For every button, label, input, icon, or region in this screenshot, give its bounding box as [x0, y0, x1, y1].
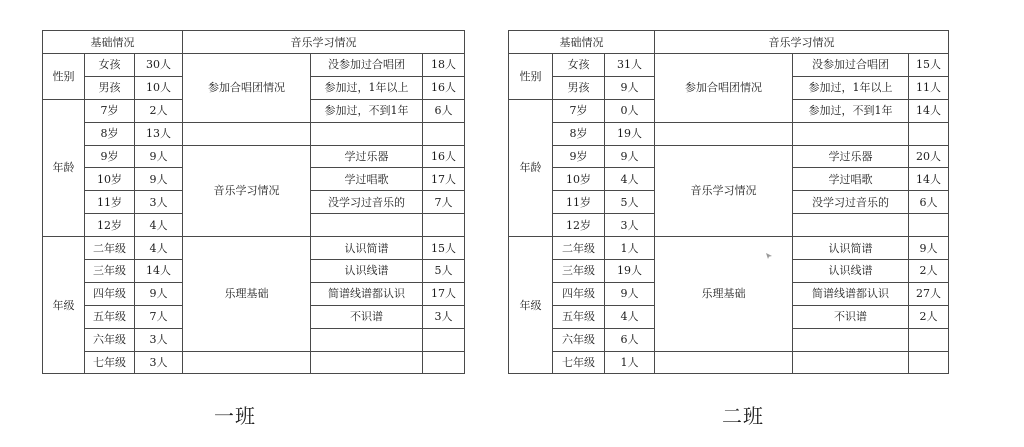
- row-count: 19人: [605, 260, 655, 283]
- grade-category: 年级: [43, 237, 85, 374]
- class-2-title: 二班: [722, 404, 764, 428]
- row-label: 10岁: [553, 168, 605, 191]
- row-label: 10岁: [85, 168, 135, 191]
- row-count: 4人: [605, 168, 655, 191]
- row-count: 2人: [909, 260, 949, 283]
- row-label: 五年级: [553, 305, 605, 328]
- empty-cell: [423, 351, 465, 374]
- row-label: 参加过，1年以上: [793, 76, 909, 99]
- row-count: 19人: [605, 122, 655, 145]
- row-label: 8岁: [85, 122, 135, 145]
- row-label: 没参加过合唱团: [793, 54, 909, 77]
- row-label: 学过唱歌: [793, 168, 909, 191]
- table-row: [509, 237, 949, 260]
- table-row: [43, 145, 465, 168]
- row-count: 14人: [909, 99, 949, 122]
- row-count: 11人: [909, 76, 949, 99]
- empty-cell: [793, 351, 909, 374]
- row-label: 参加过，1年以上: [311, 76, 423, 99]
- row-count: 5人: [423, 260, 465, 283]
- row-count: 17人: [423, 282, 465, 305]
- row-label: 二年级: [85, 237, 135, 260]
- row-label: 三年级: [553, 260, 605, 283]
- row-label: 三年级: [85, 260, 135, 283]
- row-count: 9人: [135, 282, 183, 305]
- row-label: 四年级: [85, 282, 135, 305]
- table-row: [509, 54, 949, 77]
- row-count: 14人: [909, 168, 949, 191]
- empty-cell: [909, 214, 949, 237]
- row-label: 没学习过音乐的: [793, 191, 909, 214]
- empty-cell: [423, 328, 465, 351]
- row-count: 3人: [135, 328, 183, 351]
- header-row: [43, 31, 465, 54]
- empty-cell: [423, 214, 465, 237]
- row-label: 8岁: [553, 122, 605, 145]
- table-row: [43, 237, 465, 260]
- row-label: 没学习过音乐的: [311, 191, 423, 214]
- row-count: 14人: [135, 260, 183, 283]
- empty-cell: [311, 351, 423, 374]
- theory-category: 乐理基础: [183, 237, 311, 351]
- row-label: 女孩: [85, 54, 135, 77]
- row-count: 15人: [909, 54, 949, 77]
- table-row: [43, 351, 465, 374]
- empty-cell: [183, 351, 311, 374]
- row-label: 男孩: [553, 76, 605, 99]
- row-count: 3人: [605, 214, 655, 237]
- row-count: 7人: [135, 305, 183, 328]
- music-study-header: 音乐学习情况: [183, 31, 465, 54]
- row-label: 简谱线谱都认识: [311, 282, 423, 305]
- empty-cell: [311, 214, 423, 237]
- row-label: 男孩: [85, 76, 135, 99]
- class-2-panel: [508, 30, 948, 374]
- row-count: 2人: [909, 305, 949, 328]
- row-label: 12岁: [553, 214, 605, 237]
- empty-cell: [909, 328, 949, 351]
- row-count: 9人: [605, 76, 655, 99]
- header-row: [509, 31, 949, 54]
- row-label: 7岁: [553, 99, 605, 122]
- empty-cell: [909, 122, 949, 145]
- row-count: 13人: [135, 122, 183, 145]
- row-label: 四年级: [553, 282, 605, 305]
- empty-cell: [183, 122, 311, 145]
- row-count: 15人: [423, 237, 465, 260]
- row-count: 7人: [423, 191, 465, 214]
- row-label: 认识线谱: [793, 260, 909, 283]
- row-count: 30人: [135, 54, 183, 77]
- row-count: 6人: [423, 99, 465, 122]
- choir-category: 参加合唱团情况: [183, 54, 311, 123]
- row-count: 3人: [423, 305, 465, 328]
- row-count: 0人: [605, 99, 655, 122]
- music-study-header: 音乐学习情况: [655, 31, 949, 54]
- row-count: 18人: [423, 54, 465, 77]
- row-label: 六年级: [85, 328, 135, 351]
- table-row: [43, 54, 465, 77]
- study-category: 音乐学习情况: [183, 145, 311, 237]
- row-count: 10人: [135, 76, 183, 99]
- row-count: 16人: [423, 76, 465, 99]
- row-label: 不识谱: [793, 305, 909, 328]
- class-1-panel: [42, 30, 464, 374]
- basic-info-header: 基础情况: [43, 31, 183, 54]
- row-label: 11岁: [553, 191, 605, 214]
- row-count: 3人: [135, 191, 183, 214]
- table-row: [509, 351, 949, 374]
- empty-cell: [793, 122, 909, 145]
- row-label: 不识谱: [311, 305, 423, 328]
- row-count: 1人: [605, 237, 655, 260]
- row-count: 9人: [605, 145, 655, 168]
- row-label: 六年级: [553, 328, 605, 351]
- row-label: 五年级: [85, 305, 135, 328]
- empty-cell: [423, 122, 465, 145]
- row-label: 9岁: [85, 145, 135, 168]
- age-category: 年龄: [43, 99, 85, 236]
- basic-info-header: 基础情况: [509, 31, 655, 54]
- row-label: 认识线谱: [311, 260, 423, 283]
- row-count: 6人: [605, 328, 655, 351]
- row-label: 认识简谱: [311, 237, 423, 260]
- row-label: 学过唱歌: [311, 168, 423, 191]
- gender-category: 性别: [509, 54, 553, 100]
- row-count: 17人: [423, 168, 465, 191]
- class-2-survey-table: [508, 30, 949, 374]
- table-row: [43, 122, 465, 145]
- row-label: 参加过，不到1年: [311, 99, 423, 122]
- row-count: 16人: [423, 145, 465, 168]
- row-count: 3人: [135, 351, 183, 374]
- row-label: 简谱线谱都认识: [793, 282, 909, 305]
- table-row: [509, 145, 949, 168]
- row-label: 七年级: [85, 351, 135, 374]
- row-label: 七年级: [553, 351, 605, 374]
- age-category: 年龄: [509, 99, 553, 236]
- row-count: 20人: [909, 145, 949, 168]
- empty-cell: [909, 351, 949, 374]
- row-count: 4人: [135, 214, 183, 237]
- row-label: 二年级: [553, 237, 605, 260]
- row-count: 27人: [909, 282, 949, 305]
- row-count: 6人: [909, 191, 949, 214]
- empty-cell: [655, 351, 793, 374]
- mouse-cursor-icon: [765, 252, 773, 260]
- row-label: 学过乐器: [793, 145, 909, 168]
- row-count: 9人: [135, 145, 183, 168]
- row-count: 9人: [909, 237, 949, 260]
- empty-cell: [793, 214, 909, 237]
- row-count: 5人: [605, 191, 655, 214]
- table-row: [509, 122, 949, 145]
- gender-category: 性别: [43, 54, 85, 100]
- row-label: 11岁: [85, 191, 135, 214]
- choir-category: 参加合唱团情况: [655, 54, 793, 123]
- empty-cell: [793, 328, 909, 351]
- row-count: 31人: [605, 54, 655, 77]
- row-label: 参加过，不到1年: [793, 99, 909, 122]
- empty-cell: [311, 328, 423, 351]
- grade-category: 年级: [509, 237, 553, 374]
- row-label: 女孩: [553, 54, 605, 77]
- study-category: 音乐学习情况: [655, 145, 793, 237]
- row-count: 4人: [605, 305, 655, 328]
- row-label: 7岁: [85, 99, 135, 122]
- empty-cell: [655, 122, 793, 145]
- row-label: 认识简谱: [793, 237, 909, 260]
- row-label: 9岁: [553, 145, 605, 168]
- row-label: 没参加过合唱团: [311, 54, 423, 77]
- row-count: 1人: [605, 351, 655, 374]
- class-1-survey-table: [42, 30, 465, 374]
- empty-cell: [311, 122, 423, 145]
- row-label: 12岁: [85, 214, 135, 237]
- row-count: 9人: [135, 168, 183, 191]
- row-label: 学过乐器: [311, 145, 423, 168]
- row-count: 4人: [135, 237, 183, 260]
- theory-category: 乐理基础: [655, 237, 793, 351]
- row-count: 9人: [605, 282, 655, 305]
- row-count: 2人: [135, 99, 183, 122]
- class-1-title: 一班: [214, 404, 256, 428]
